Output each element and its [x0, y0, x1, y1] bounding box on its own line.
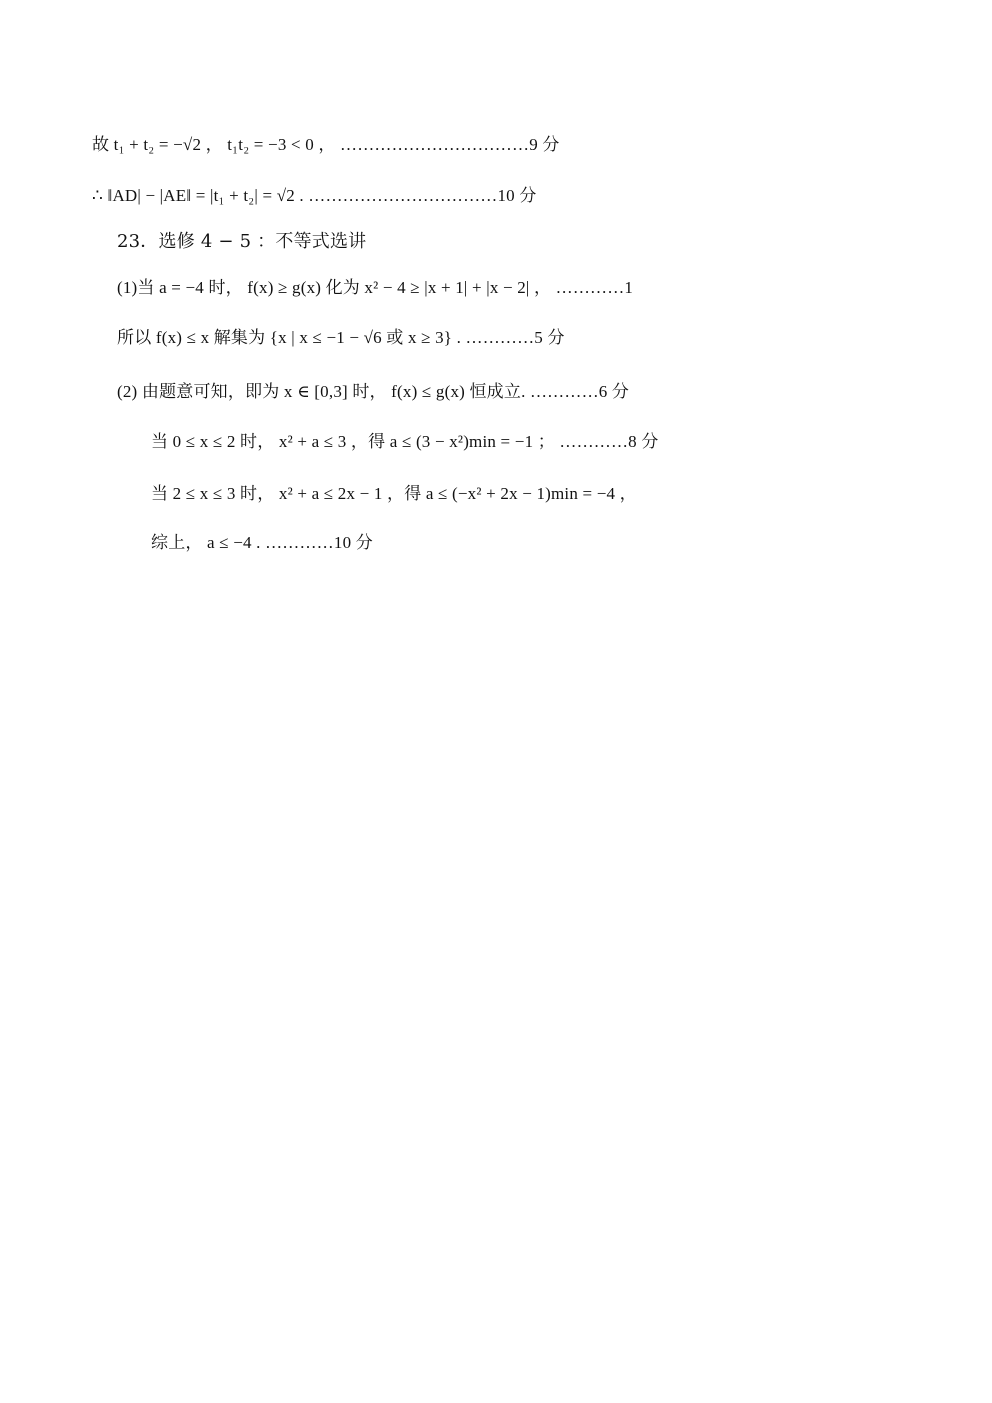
part-1-solution-set: 所以 f(x) ≤ x 解集为 {x | x ≤ −1 − √6 或 x ≥ 3} . …………5 分	[117, 328, 565, 347]
part-1-step-1: (1)当 a = −4 时， f(x) ≥ g(x) 化为 x² − 4 ≥ |x + 1| + |x − 2| ， …………1	[117, 278, 634, 297]
part-2-conclusion: 综上， a ≤ −4 . …………10 分	[151, 533, 373, 552]
part-2-case-1: 当 0 ≤ x ≤ 2 时， x² + a ≤ 3 ，得 a ≤ (3 − x²)min = −1 ； …………8 分	[151, 432, 659, 451]
part-2-case-2: 当 2 ≤ x ≤ 3 时， x² + a ≤ 2x − 1 ，得 a ≤ (−x² + 2x − 1)min = −4 ，	[151, 484, 637, 503]
solution-line-10: ∴ ‖AD| − |AE‖ = |t₁ + t₂| = √2 . ……………………………10 分	[92, 186, 537, 205]
solution-line-9: 故 t₁ + t₂ = −√2 ， t₁t₂ = −3 < 0 ， ……………………………9 分	[92, 135, 560, 154]
part-2-intro: (2) 由题意可知，即为 x ∈ [0,3] 时， f(x) ≤ g(x) 恒成立. …………6 分	[117, 382, 630, 401]
problem-23-heading: 23．选修 4 − 5 ：不等式选讲	[117, 231, 367, 252]
